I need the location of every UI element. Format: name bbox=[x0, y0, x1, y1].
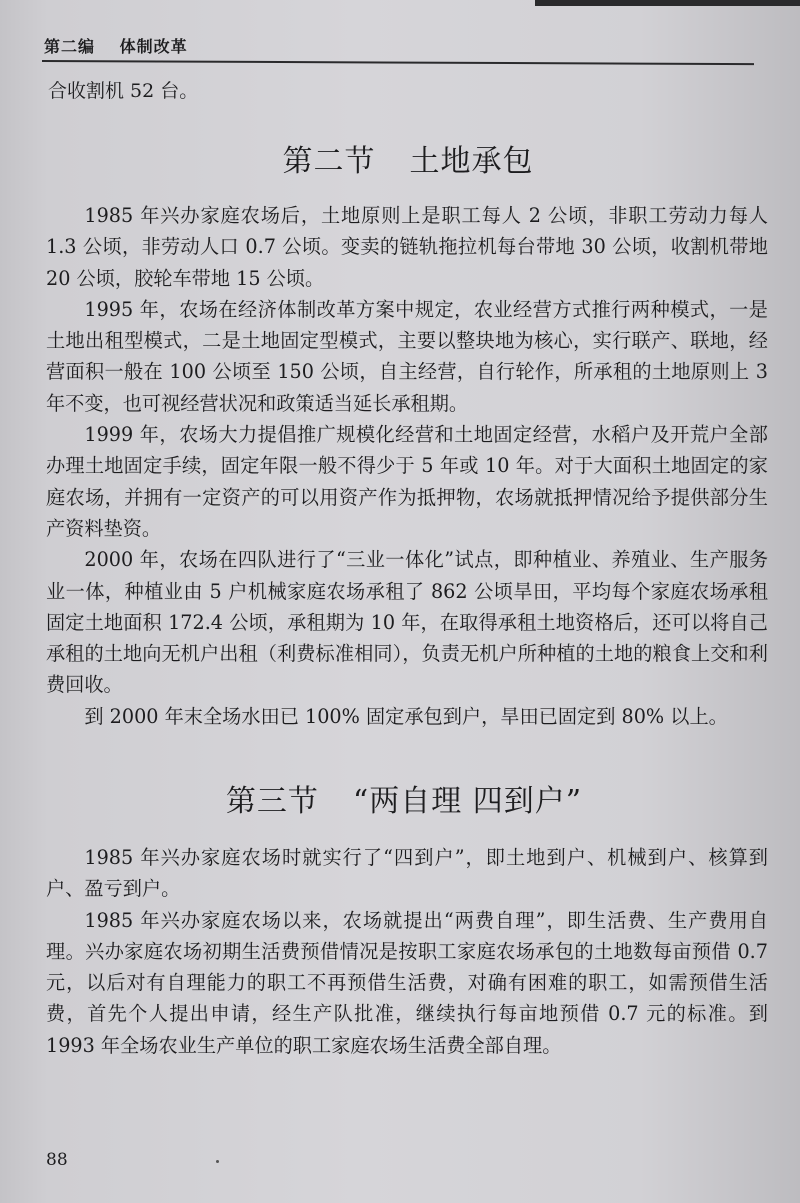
running-head-part: 第二编 bbox=[44, 37, 96, 56]
section-number: 第二节 bbox=[282, 144, 376, 179]
page-number: 88 bbox=[46, 1150, 68, 1170]
header-rule bbox=[42, 60, 754, 65]
top-edge-bar bbox=[535, 0, 800, 6]
running-head bbox=[44, 34, 188, 57]
running-head-chapter: 体制改革 bbox=[119, 37, 188, 56]
section-heading: “两自理 四到户” bbox=[352, 784, 583, 819]
paragraph: 1999 年，农场大力提倡推广规模化经营和土地固定经营，水稻户及开荒户全部办理土地固定手续，固定年限一般不得少于 5 年或 10 年。对于大面积土地固定的家庭农场，并拥有一定资产的可以用资产作为抵押物，农场就抵押情况给予提供部分生产资料垫资。 bbox=[46, 423, 768, 540]
section-title-land-contract bbox=[8, 136, 800, 180]
paragraph: 2000 年，农场在四队进行了“三业一体化”试点，即种植业、养殖业、生产服务业一体，种植业由 5 户机械家庭农场承租了 862 公顷旱田，平均每个家庭农场承租固定土地面积 172.4 公顷，承租期为 10 年，在取得承租土地资格后，还可以将自己承租的土地向无机户出租（利费标准相同），负责无机户所种植的土地的粮食上交和利费回收。 bbox=[46, 548, 768, 697]
paragraph: 1985 年兴办家庭农场后，土地原则上是职工每人 2 公顷，非职工劳动力每人 1.3 公顷，非劳动人口 0.7 公顷。变卖的链轨拖拉机每台带地 30 公顷，收割机带地 20 公顷，胶轮车带地 15 公顷。 bbox=[46, 204, 768, 290]
paragraph: 1985 年兴办家庭农场以来，农场就提出“两费自理”，即生活费、生产费用自理。兴办家庭农场初期生活费预借情况是按职工家庭农场承包的土地数每亩预借 0.7 元，以后对有自理能力的职工不再预借生活费，对确有困难的职工，如需预借生活费，首先个人提出申请，经生产队批准，继续执行每亩地预借 0.7 元的标准。到 1993 年全场农业生产单位的职工家庭农场生活费全部自理。 bbox=[46, 908, 768, 1057]
section-heading: 土地承包 bbox=[409, 144, 534, 179]
paragraph: 到 2000 年末全场水田已 100% 固定承包到户，旱田已固定到 80% 以上。 bbox=[84, 704, 728, 728]
paragraph: 1995 年，农场在经济体制改革方案中规定，农业经营方式推行两种模式，一是土地出租型模式，二是土地固定型模式，主要以整块地为核心，实行联产、联地，经营面积一般在 100 公顷至 150 公顷，自主经营，自行轮作，所承租的土地原则上 3 年不变，也可视经营状况和政策适当延长承租期。 bbox=[46, 297, 768, 415]
section-body-land-contract bbox=[46, 200, 768, 732]
section-number: 第三节 bbox=[225, 784, 319, 819]
carry-over-line: 合收割机 52 台。 bbox=[48, 80, 199, 102]
paper-speck bbox=[216, 1160, 219, 1163]
section-body-two-self-four-to-household bbox=[46, 842, 768, 1061]
section-title-two-self-four-to-household bbox=[4, 776, 800, 820]
paragraph: 1985 年兴办家庭农场时就实行了“四到户”，即土地到户、机械到户、核算到户、盈亏到户。 bbox=[46, 846, 768, 901]
